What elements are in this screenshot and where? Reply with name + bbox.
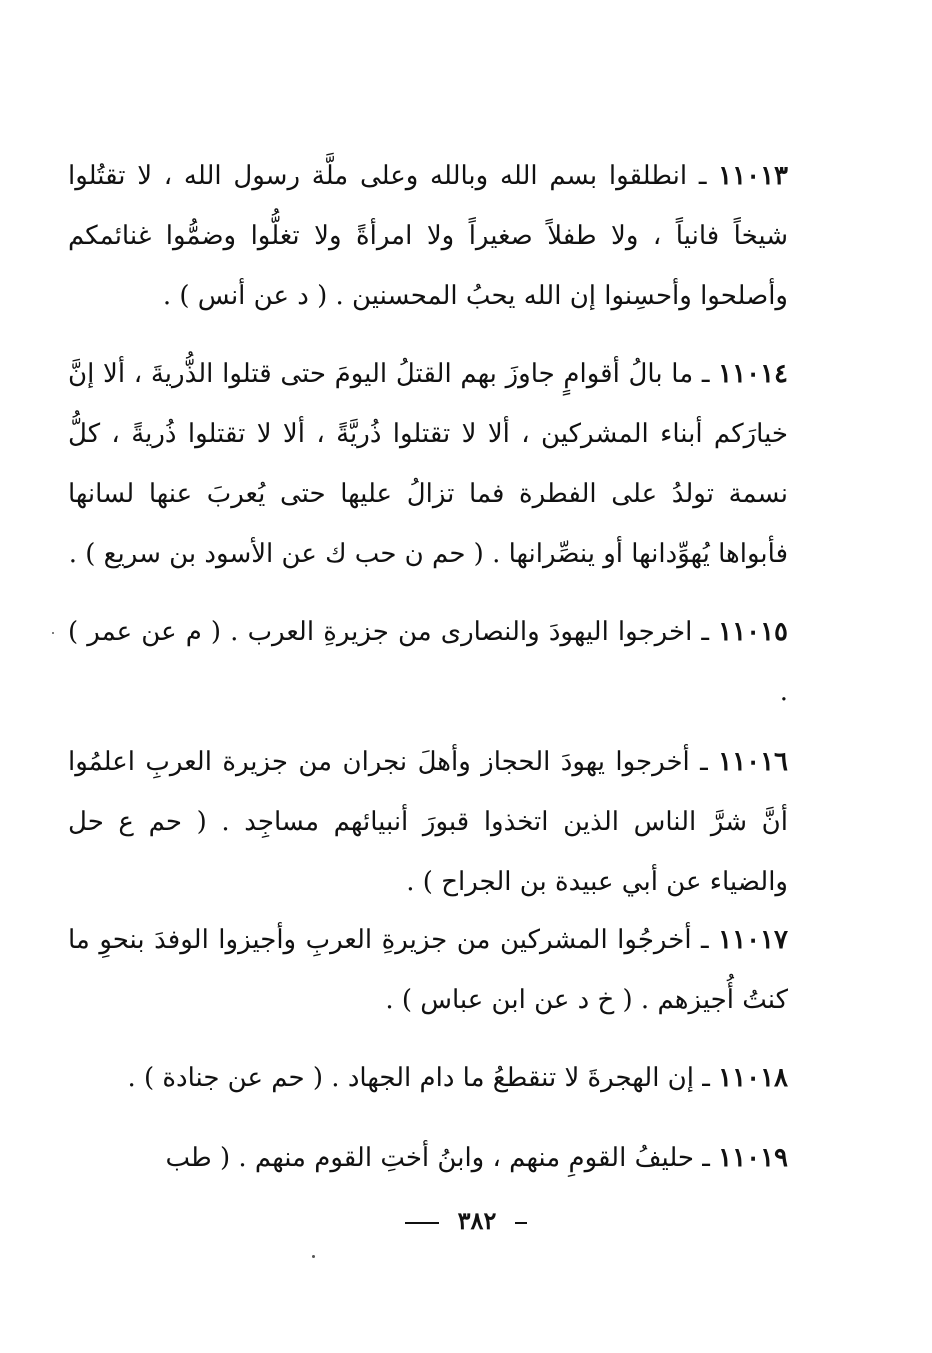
hadith-text: اخرجوا اليهودَ والنصارى من جزيرةِ العرب . ( م عن عمر ) . bbox=[68, 617, 788, 707]
hadith-number: ١١٠١٣ bbox=[718, 161, 788, 191]
hadith-entry: ١١٠١٥ ـ اخرجوا اليهودَ والنصارى من جزيرةِ العرب . ( م عن عمر ) . bbox=[68, 617, 788, 707]
hadith-text: أخرجُوا المشركين من جزيرةِ العربِ وأجيزوا الوفدَ بنحوِ ما كنتُ أُجيزهم . ( خ د عن ابن عباس ) . bbox=[68, 925, 788, 1015]
hadith-entry: ١١٠١٩ ـ حليفُ القومِ منهم ، وابنُ أختِ القوم منهم . ( طب bbox=[165, 1143, 788, 1173]
hadith-entry: ١١٠١٦ ـ أخرجوا يهودَ الحجاز وأهلَ نجران من جزيرة العربِ اعلمُوا أنَّ شرَّ الناس الذين اتخذوا قبورَ أنبيائهم مساجِد . ( حم ع حل والضياء عن أبي عبيدة بن الجراح ) . bbox=[68, 747, 788, 897]
hadith-text: حليفُ القومِ منهم ، وابنُ أختِ القوم منهم . ( طب bbox=[165, 1143, 695, 1173]
hadith-number: ١١٠١٤ bbox=[718, 359, 788, 389]
hadith-entry: ١١٠١٧ ـ أخرجُوا المشركين من جزيرةِ العربِ وأجيزوا الوفدَ بنحوِ ما كنتُ أُجيزهم . ( خ د عن ابن عباس ) . bbox=[68, 925, 788, 1015]
hadith-number: ١١٠١٧ bbox=[718, 925, 788, 955]
hadith-number: ١١٠١٥ bbox=[718, 617, 788, 647]
page-number: ٣٨٢ bbox=[457, 1206, 497, 1235]
hadith-number: ١١٠١٨ bbox=[718, 1063, 788, 1093]
hadith-text: إن الهجرةَ لا تنقطعُ ما دام الجهاد . ( حم عن جنادة ) . bbox=[127, 1063, 695, 1093]
page-number-footer bbox=[0, 1206, 932, 1235]
scan-speck bbox=[312, 1255, 315, 1258]
footer-dash-left bbox=[515, 1222, 527, 1224]
hadith-text: أخرجوا يهودَ الحجاز وأهلَ نجران من جزيرة العربِ اعلمُوا أنَّ شرَّ الناس الذين اتخذوا قبورَ أنبيائهم مساجِد . ( حم ع حل والضياء عن أبي عبيدة بن الجراح ) . bbox=[68, 747, 788, 897]
hadith-entry: ١١٠١٤ ـ ما بالُ أقوامٍ جاوزَ بهم القتلُ اليومَ حتى قتلوا الذُّريةَ ، ألا إنَّ خيارَكم أبناء المشركين ، ألا لا تقتلوا ذُريَّةً ، ألا لا تقتلوا ذُريةً ، كلُّ نسمة تولدُ على الفطرة فما تزالُ عليها حتى يُعربَ عنها لسانها فأبواها يُهوِّدانها أو ينصِّرانها . ( حم ن حب ك عن الأسود بن سريع ) . bbox=[68, 359, 788, 569]
scan-speck bbox=[52, 632, 54, 634]
hadith-number: ١١٠١٦ bbox=[718, 747, 788, 777]
hadith-text: انطلقوا بسم الله وبالله وعلى ملَّة رسول الله ، لا تقتُلوا شيخاً فانياً ، ولا طفلاً صغيراً ولا امرأةً ولا تغلُّوا وضمُّوا غنائمكم وأصلحوا وأحسِنوا إن الله يحبُ المحسنين . ( د عن أنس ) . bbox=[68, 161, 788, 311]
hadith-number: ١١٠١٩ bbox=[718, 1143, 788, 1173]
footer-dash-right bbox=[405, 1222, 439, 1224]
hadith-text: ما بالُ أقوامٍ جاوزَ بهم القتلُ اليومَ حتى قتلوا الذُّريةَ ، ألا إنَّ خيارَكم أبناء المشركين ، ألا لا تقتلوا ذُريَّةً ، ألا لا تقتلوا ذُريةً ، كلُّ نسمة تولدُ على الفطرة فما تزالُ عليها حتى يُعربَ عنها لسانها فأبواها يُهوِّدانها أو ينصِّرانها . ( حم ن حب ك عن الأسود بن سريع ) . bbox=[68, 359, 788, 569]
hadith-entry: ١١٠١٣ ـ انطلقوا بسم الله وبالله وعلى ملَّة رسول الله ، لا تقتُلوا شيخاً فانياً ، ولا طفلاً صغيراً ولا امرأةً ولا تغلُّوا وضمُّوا غنائمكم وأصلحوا وأحسِنوا إن الله يحبُ المحسنين . ( د عن أنس ) . bbox=[68, 161, 788, 311]
hadith-entry: ١١٠١٨ ـ إن الهجرةَ لا تنقطعُ ما دام الجهاد . ( حم عن جنادة ) . bbox=[127, 1063, 788, 1093]
